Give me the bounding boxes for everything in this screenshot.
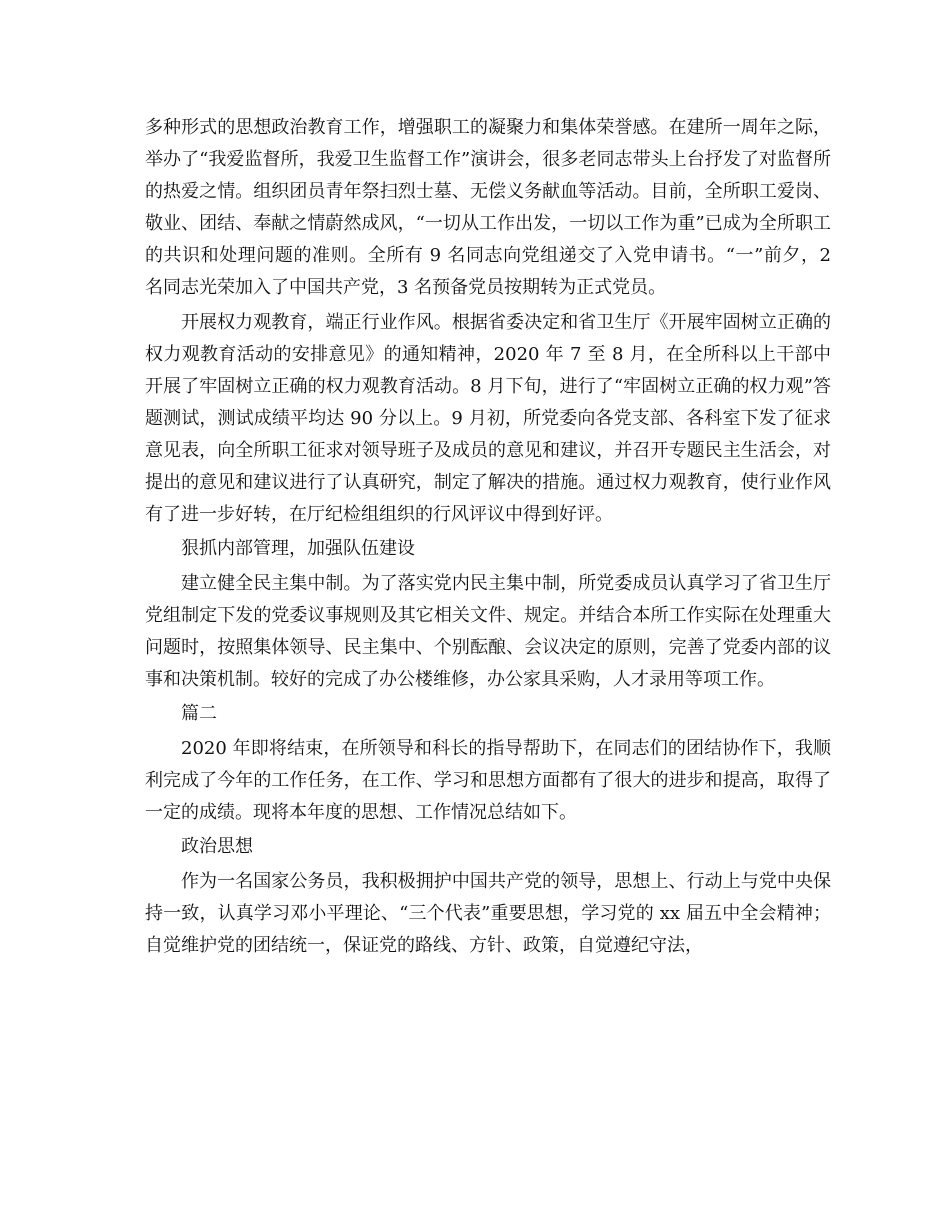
document-body: [145, 112, 831, 964]
section-heading-internal-management: 狠抓内部管理，加强队伍建设: [181, 538, 415, 559]
paragraph-civil-servant: 作为一名国家公务员，我积极拥护中国共产党的领导，思想上、行动上与党中央保持一致，认真学习邓小平理论、“三个代表”重要思想，学习党的 xx 届五中全会精神；自觉维护党的团结统一，保证党的路线、方针、政策，自觉遵纪守法，: [145, 870, 831, 956]
section-heading-political-thought: 政治思想: [181, 836, 253, 857]
paragraph-democratic-centralism: 建立健全民主集中制。为了落实党内民主集中制，所党委成员认真学习了省卫生厅党组制定下发的党委议事规则及其它相关文件、规定。并结合本所工作实际在处理重大问题时，按照集体领导、民主集中、个别酝酿、会议决定的原则，完善了党委内部的议事和决策机制。较好的完成了办公楼维修，办公家具采购，人才录用等项工作。: [145, 572, 831, 690]
paragraph-year-summary: 2020 年即将结束，在所领导和科长的指导帮助下，在同志们的团结协作下，我顺利完成了今年的工作任务，在工作、学习和思想方面都有了很大的进步和提高，取得了一定的成绩。现将本年度的思想、工作情况总结如下。: [145, 737, 831, 823]
paragraph-power-view-education: 开展权力观教育，端正行业作风。根据省委决定和省卫生厅《开展牢固树立正确的权力观教育活动的安排意见》的通知精神，2020 年 7 至 8 月，在全所科以上干部中开展了牢固树立正确的权力观教育活动。8 月下旬，进行了“牢固树立正确的权力观”答题测试，测试成绩平均达 90 分以上。9 月初，所党委向各党支部、各科室下发了征求意见表，向全所职工征求对领导班子及成员的意见和建议，并召开专题民主生活会，对提出的意见和建议进行了认真研究，制定了解决的措施。通过权力观教育，使行业作风有了进一步好转，在厅纪检组组织的行风评议中得到好评。: [145, 311, 831, 525]
paragraph-continuation: 多种形式的思想政治教育工作，增强职工的凝聚力和集体荣誉感。在建所一周年之际，举办了“我爱监督所，我爱卫生监督工作”演讲会，很多老同志带头上台抒发了对监督所的热爱之情。组织团员青年祭扫烈士墓、无偿义务献血等活动。目前，全所职工爱岗、敬业、团结、奉献之情蔚然成风，“一切从工作出发，一切以工作为重”已成为全所职工的共识和处理问题的准则。全所有 9 名同志向党组递交了入党申请书。“一”前夕，2 名同志光荣加入了中国共产党，3 名预备党员按期转为正式党员。: [145, 117, 831, 298]
section-heading-part-two: 篇二: [181, 703, 217, 724]
